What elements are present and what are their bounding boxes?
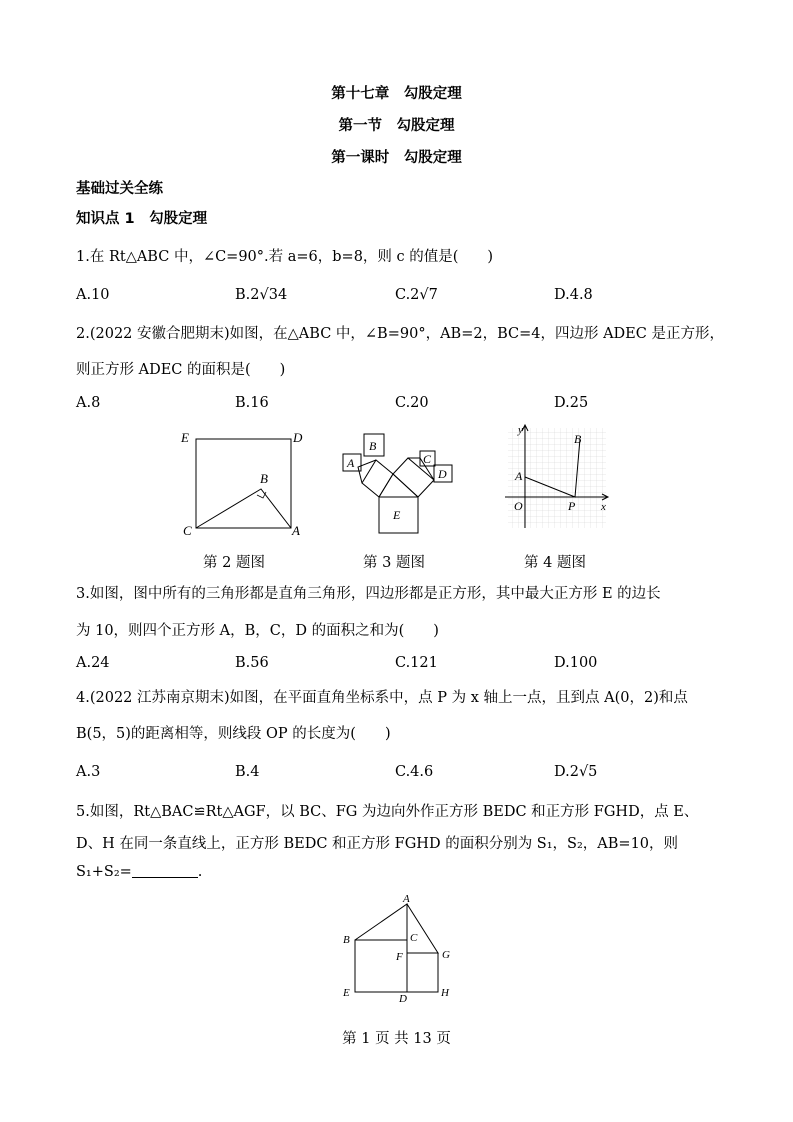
fig3-label-d: D (438, 467, 447, 481)
exercise-heading: 基础过关全练 (76, 181, 163, 197)
q2-stem-line2: 则正方形 ADEC 的面积是( ) (76, 362, 286, 378)
figure-2 (175, 425, 310, 543)
fig2-label-a: A (292, 523, 300, 538)
fig2-label-b: B (260, 471, 268, 486)
q5-stem-expression: S₁+S₂= (76, 864, 132, 880)
q1-option-a: A.10 (76, 287, 110, 303)
q1-stem: 1.在 Rt△ABC 中，∠C=90°.若 a=6，b=8，则 c 的值是( ) (76, 249, 494, 265)
q5-stem-line3 (76, 863, 202, 880)
q2-stem-line1: 2.(2022 安徽合肥期末)如图，在△ABC 中，∠B=90°，AB=2，BC=4，四边形 ADEC 是正方形， (76, 326, 724, 342)
fig4-label-b: B (574, 432, 582, 446)
q4-stem-line2: B(5，5)的距离相等，则线段 OP 的长度为( ) (76, 726, 391, 742)
fig3-label-b: B (369, 439, 377, 453)
q1-option-c: C.2√7 (395, 287, 438, 303)
fig2-label-c: C (183, 523, 192, 538)
fig3-label-a: A (347, 456, 355, 470)
q3-option-a: A.24 (76, 655, 110, 671)
q3-stem-line2: 为 10，则四个正方形 A，B，C，D 的面积之和为( ) (76, 623, 439, 639)
fig4-label-o: O (514, 499, 523, 513)
knowledge-point-heading: 知识点 1 勾股定理 (76, 211, 208, 227)
page-footer: 第 1 页 共 13 页 (342, 1031, 451, 1047)
fig5-label-f: F (396, 951, 403, 963)
q2-option-a: A.8 (76, 395, 101, 411)
fig2-label-e: E (181, 430, 189, 445)
q5-stem-line1: 5.如图，Rt△BAC≌Rt△AGF，以 BC、FG 为边向外作正方形 BEDC 和正方形 FGHD，点 E、 (76, 804, 699, 820)
q1-option-d: D.4.8 (554, 287, 593, 303)
q5-stem-line2: D、H 在同一条直线上，正方形 BEDC 和正方形 FGHD 的面积分别为 S₁，S₂，AB=10，则 (76, 836, 679, 852)
q4-option-c: C.4.6 (395, 764, 434, 780)
q3-option-d: D.100 (554, 655, 598, 671)
q2-option-d: D.25 (554, 395, 589, 411)
section-title: 第一节 勾股定理 (338, 118, 455, 134)
q2-option-c: C.20 (395, 395, 429, 411)
fig4-label-y: y (518, 424, 523, 436)
chapter-title: 第十七章 勾股定理 (331, 86, 462, 102)
q3-option-c: C.121 (395, 655, 438, 671)
q4-option-b: B.4 (235, 764, 260, 780)
fig4-label-p: P (568, 499, 576, 513)
q4-option-d: D.2√5 (554, 764, 598, 780)
q2-option-b: B.16 (235, 395, 269, 411)
figure-4-caption: 第 4 题图 (524, 555, 586, 571)
fig5-label-h: H (441, 987, 449, 999)
figure-3-caption: 第 3 题图 (363, 555, 425, 571)
q4-stem-line1: 4.(2022 江苏南京期末)如图，在平面直角坐标系中，点 P 为 x 轴上一点，且到点 A(0，2)和点 (76, 690, 688, 706)
q3-stem-line1: 3.如图，图中所有的三角形都是直角三角形，四边形都是正方形，其中最大正方形 E 的边长 (76, 586, 661, 602)
q1-option-b: B.2√34 (235, 287, 288, 303)
fig5-label-e: E (343, 987, 350, 999)
fig2-label-d: D (293, 430, 303, 445)
q5-stem-end: . (197, 864, 203, 880)
lesson-title: 第一课时 勾股定理 (331, 150, 462, 166)
fig5-label-b: B (343, 934, 350, 946)
fig5-label-d: D (399, 993, 407, 1005)
figure-3 (340, 430, 455, 535)
fig5-label-g: G (442, 949, 450, 961)
q5-answer-blank (132, 863, 198, 878)
figure-2-caption: 第 2 题图 (203, 555, 265, 571)
q3-option-b: B.56 (235, 655, 269, 671)
fig3-label-c: C (423, 452, 432, 466)
fig4-label-a: A (515, 469, 523, 483)
fig3-label-e: E (393, 508, 401, 522)
q4-option-a: A.3 (76, 764, 101, 780)
fig5-label-a: A (403, 893, 410, 905)
fig5-label-c: C (410, 932, 418, 944)
figure-5 (335, 890, 460, 1005)
figure-4 (500, 420, 612, 535)
fig4-label-x: x (601, 501, 606, 513)
